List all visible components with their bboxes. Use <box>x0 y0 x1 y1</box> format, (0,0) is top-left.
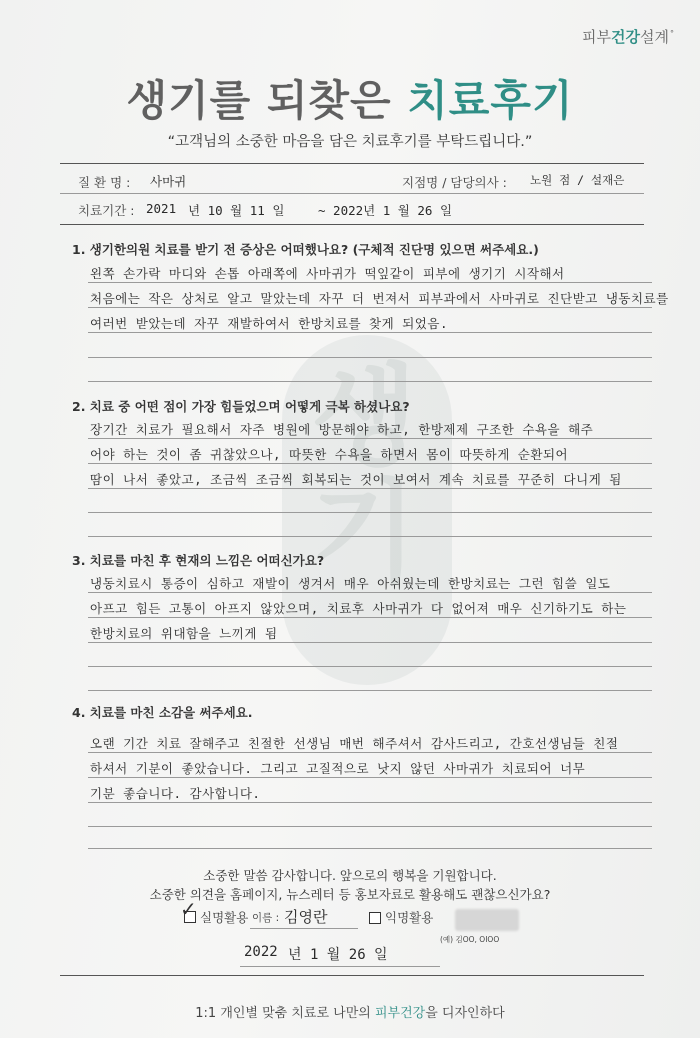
name-label: 이름 : <box>252 912 280 924</box>
date-year: 2022 <box>244 944 278 960</box>
answer-line <box>88 848 652 849</box>
answer-2-line-1: 장기간 치료가 필요해서 자주 병원에 방문해야 하고, 한방제제 구조한 수욕을 해주 <box>90 422 594 437</box>
answer-line <box>88 463 652 464</box>
divider <box>60 975 644 976</box>
answer-line <box>88 536 652 537</box>
period-label: 치료기간 : <box>78 203 135 218</box>
period-end: ~ 2022년 1 월 26 일 <box>318 203 453 218</box>
question-2: 2. 치료 중 어떤 점이 가장 힘들었으며 어떻게 극복 하셨나요? <box>72 399 410 414</box>
answer-line <box>88 307 652 308</box>
consent-question: 소중한 의견을 홈페이지, 뉴스레터 등 홍보자료로 활용해도 괜찮으신가요? <box>149 887 551 902</box>
answer-line <box>88 357 652 358</box>
answer-line <box>88 617 652 618</box>
answer-2-line-3: 땀이 나서 좋았고, 조금씩 조금씩 회복되는 것이 보여서 계속 치료를 꾸준히 다니게 됨 <box>90 472 622 487</box>
answer-3-line-2: 아프고 힘든 고통이 아프지 않았으며, 치료후 사마귀가 다 없어져 매우 신기하기도 하는 <box>90 601 627 616</box>
answer-1-line-1: 왼쪽 손가락 마디와 손톱 아래쪽에 사마귀가 떡잎같이 피부에 생기기 시작해서 <box>90 266 565 281</box>
brand-logo: 피부건강설계° <box>582 28 674 46</box>
answer-line <box>88 642 652 643</box>
answer-line <box>88 592 652 593</box>
date-rest: 년 1 월 26 일 <box>288 947 388 963</box>
clinic-value: 노원 점 / 설재은 <box>530 173 625 187</box>
answer-line <box>88 488 652 489</box>
answer-line <box>88 512 652 513</box>
answer-2-line-2: 어야 하는 것이 좀 귀찮았으나, 따뜻한 수욕을 하면서 몸이 따뜻하게 순환되어 <box>90 447 569 462</box>
answer-line <box>88 777 652 778</box>
check-mark-icon: ✓ <box>180 897 197 921</box>
page-subtitle: “고객님의 소중한 마음을 담은 치료후기를 부탁드립니다.” <box>167 134 533 150</box>
answer-line <box>88 282 652 283</box>
clinic-label: 지점명 / 담당의사 : <box>402 175 507 190</box>
date-underline <box>240 966 440 967</box>
page-title: 생기를 되찾은 치료후기 <box>126 76 574 125</box>
watermark-glyph: 생 기 <box>311 353 418 597</box>
answer-3-line-1: 냉동치료시 통증이 심하고 재발이 생겨서 매우 아쉬웠는데 한방치료는 그런 힘쓸 일도 <box>90 576 611 591</box>
answer-line <box>88 802 652 803</box>
answer-1-line-3: 여러번 받았는데 자꾸 재발하여서 한방치료를 찾게 되었음. <box>90 316 448 331</box>
answer-line <box>88 666 652 667</box>
answer-line <box>88 438 652 439</box>
answer-4-line-1: 오랜 기간 치료 잘해주고 친절한 선생님 매번 해주셔서 감사드리고, 간호선생님들 친절 <box>90 736 619 751</box>
divider <box>60 224 644 225</box>
divider <box>60 163 644 164</box>
answer-4-line-3: 기분 좋습니다. 감사합니다. <box>90 786 261 801</box>
anonymous-checkbox[interactable] <box>369 912 381 924</box>
answer-line <box>88 826 652 827</box>
example-note: (예) 김OO, OIOO <box>440 935 500 944</box>
answer-line <box>88 690 652 691</box>
anonymous-label: 익명활용 <box>385 910 434 925</box>
answer-3-line-3: 한방치료의 위대함을 느끼게 됨 <box>90 626 278 641</box>
redacted-name <box>455 909 519 931</box>
answer-line <box>88 381 652 382</box>
name-underline <box>250 928 358 929</box>
question-1: 1. 생기한의원 치료를 받기 전 증상은 어떠했나요? (구체적 진단명 있으면 써주세요.) <box>72 242 539 257</box>
answer-line <box>88 332 652 333</box>
footer-slogan: 1:1 개인별 맞춤 치료로 나만의 피부건강을 디자인하다 <box>195 1006 505 1021</box>
name-value: 김영란 <box>284 908 328 926</box>
disease-value: 사마귀 <box>150 174 187 189</box>
period-start-year: 2021 <box>146 201 177 216</box>
question-3: 3. 치료를 마친 후 현재의 느낌은 어떠신가요? <box>72 553 325 568</box>
answer-line <box>88 752 652 753</box>
question-4: 4. 치료를 마친 소감을 써주세요. <box>72 705 253 720</box>
real-name-label: 실명활용 <box>200 910 249 925</box>
divider <box>60 193 644 194</box>
thanks-text: 소중한 말씀 감사합니다. 앞으로의 행복을 기원합니다. <box>203 868 497 883</box>
answer-4-line-2: 하셔서 기분이 좋았습니다. 그리고 고질적으로 낫지 않던 사마귀가 치료되어 너무 <box>90 761 586 776</box>
disease-label: 질 환 명 : <box>78 175 131 190</box>
period-start: 년 10 월 11 일 <box>188 203 285 218</box>
answer-1-line-2: 처음에는 작은 상처로 알고 말았는데 자꾸 더 번져서 피부과에서 사마귀로 진단받고 냉동치료를 <box>90 291 669 306</box>
